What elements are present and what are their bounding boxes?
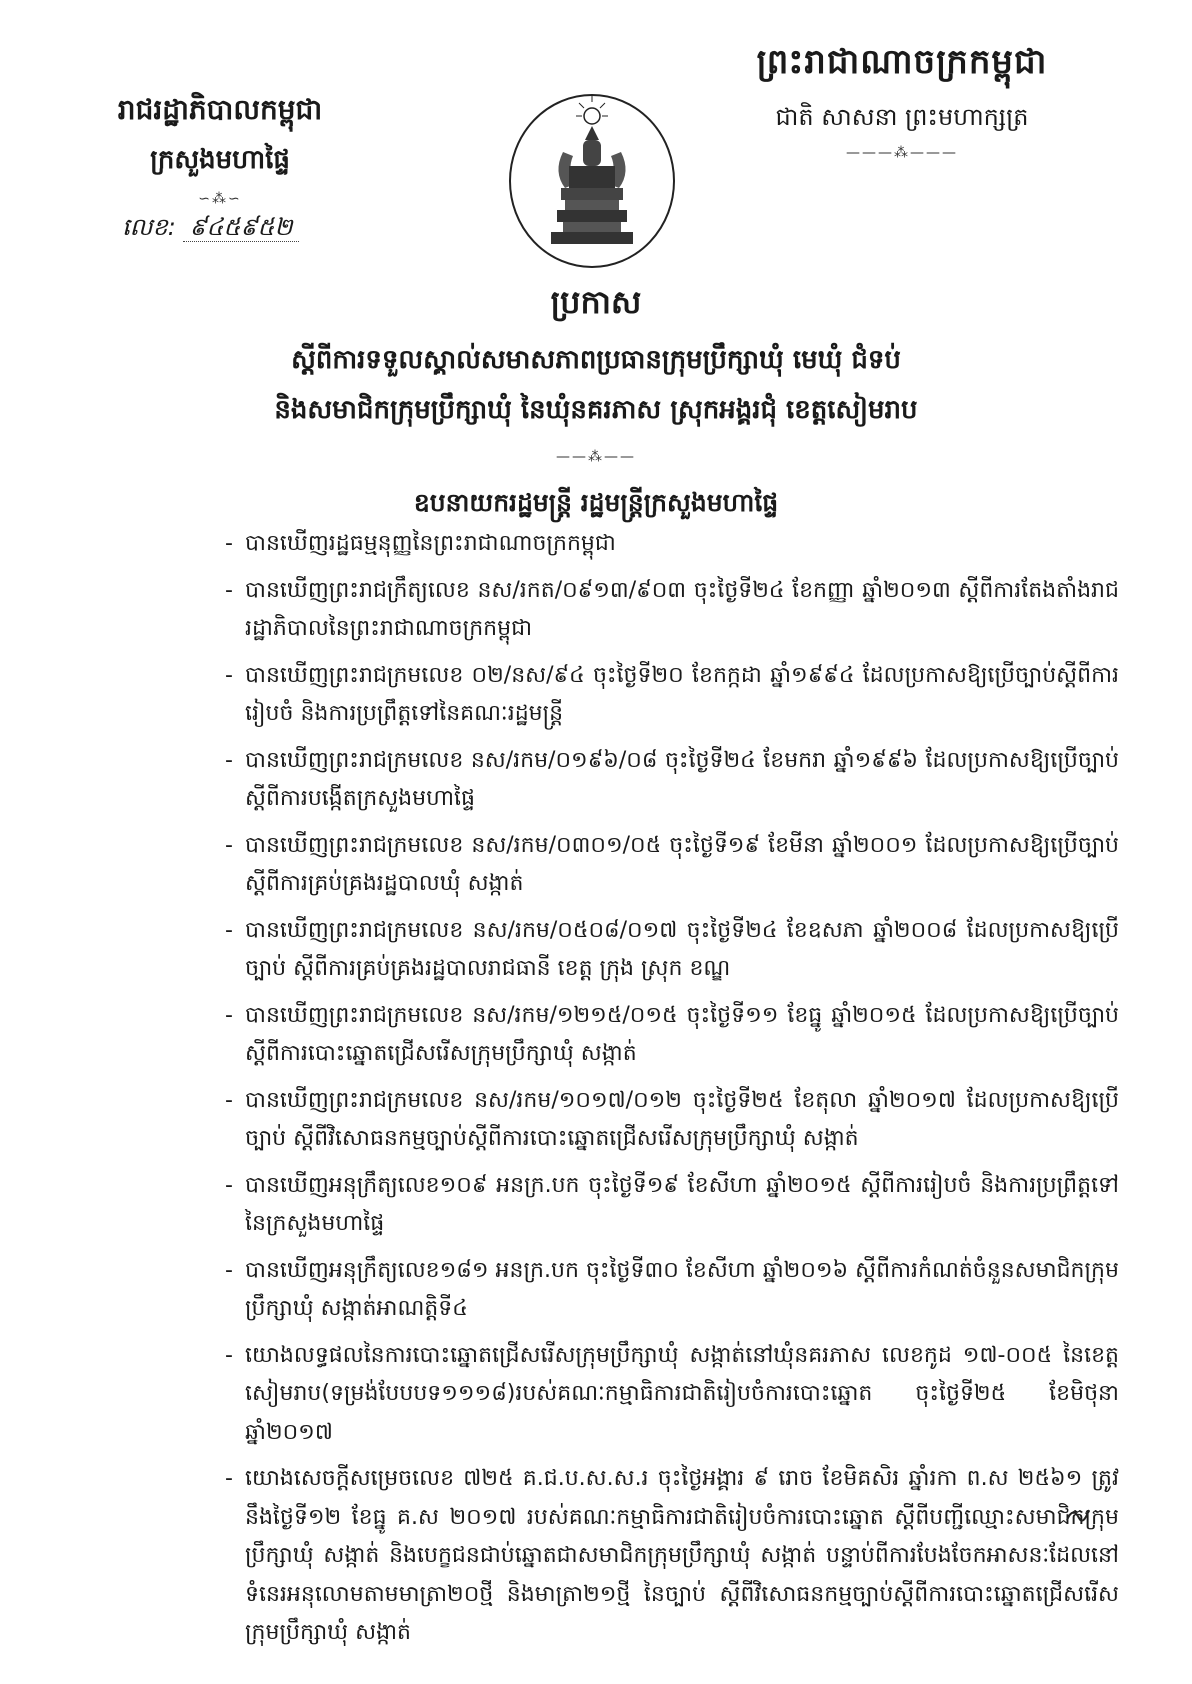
- list-item-text: បានឃើញព្រះរាជក្រមលេខ ០២/នស/៩៤ ចុះថ្ងៃទី២០ ខែកក្កដា ឆ្នាំ១៩៩៤ ដែលប្រកាសឱ្យប្រើច្បាប់ស្តីពីការរៀបចំ និងការប្រព្រឹត្តទៅនៃគណៈរដ្ឋមន្ត្រី: [245, 662, 1119, 726]
- dash-bullet-icon: -: [225, 1342, 233, 1368]
- list-item: [225, 742, 1125, 819]
- dash-bullet-icon: -: [225, 747, 233, 773]
- reference-number: [122, 212, 299, 247]
- list-item: [225, 912, 1125, 989]
- list-item-text: យោងសេចក្តីសម្រេចលេខ ៧២៥ គ.ជ.ប.ស.ស.រ ចុះថ្ងៃអង្គារ ៩ រោច ខែមិគសិរ ឆ្នាំរកា ព.ស ២៥៦១ ត្រូវនឹងថ្ងៃទី១២ ខែធ្នូ គ.ស ២០១៧ របស់គណៈកម្មាធិការជាតិរៀបចំការបោះឆ្នោត ស្តីពីបញ្ជីឈ្មោះសមាជិកក្រុមប្រឹក្សាឃុំ សង្កាត់ និងបេក្ខជនជាប់ឆ្នោតជាសមាជិកក្រុមប្រឹក្សាឃុំ សង្កាត់ បន្ទាប់ពីការបែងចែកអាសនៈដែលនៅទំនេរអនុលោមតាមមាត្រា២០ថ្មី និងមាត្រា២១ថ្មី នៃច្បាប់ ស្តីពីវិសោធនកម្មច្បាប់ស្តីពីការបោះឆ្នោតជ្រើសរើសក្រុមប្រឹក្សាឃុំ សង្កាត់: [245, 1466, 1119, 1645]
- list-item-text: បានឃើញអនុក្រឹត្យលេខ១៨១ អនក្រ.បក ចុះថ្ងៃទី៣០ ខែសីហា ឆ្នាំ២០១៦ ស្តីពីការកំណត់ចំនួនសមាជិកក្រុមប្រឹក្សាឃុំ សង្កាត់អាណត្តិទី៤: [245, 1257, 1119, 1321]
- list-item-text: បានឃើញរដ្ឋធម្មនុញ្ញនៃព្រះរាជាណាចក្រកម្ពុជា: [245, 531, 616, 556]
- ornament-divider-icon: ∽⁂∽: [198, 191, 242, 207]
- kingdom-name: ព្រះរាជាណាចក្រកម្ពុជា: [756, 42, 1048, 82]
- reference-label: លេខ:: [122, 213, 176, 241]
- dash-bullet-icon: -: [225, 1257, 233, 1283]
- dash-bullet-icon: -: [225, 577, 233, 603]
- dash-bullet-icon: -: [225, 917, 233, 943]
- reference-value: ៩៤៥៩៥២: [183, 213, 298, 242]
- title-heading: ប្រកាស: [550, 283, 642, 321]
- ministry-header: [70, 92, 370, 207]
- kingdom-header: [722, 40, 1082, 161]
- title-line-1: ស្តីពីការទទួលស្គាល់សមាសភាពប្រធានក្រុមប្រឹក្សាឃុំ មេឃុំ ជំទប់: [291, 345, 901, 375]
- dash-bullet-icon: -: [225, 1172, 233, 1198]
- dash-bullet-icon: -: [225, 1087, 233, 1113]
- list-item: [225, 1167, 1125, 1244]
- dash-bullet-icon: -: [225, 1466, 233, 1491]
- list-item-text: បានឃើញព្រះរាជក្រមលេខ នស/រកម/១២១៥/០១៥ ចុះថ្ងៃទី១១ ខែធ្នូ ឆ្នាំ២០១៥ ដែលប្រកាសឱ្យប្រើច្បាប់ ស្តីពីការបោះឆ្នោតជ្រើសរើសក្រុមប្រឹក្សាឃុំ សង្កាត់: [245, 1002, 1119, 1066]
- ministry-name: ក្រសួងមហាផ្ទៃ: [150, 145, 290, 175]
- list-item-text: បានឃើញអនុក្រឹត្យលេខ១០៩ អនក្រ.បក ចុះថ្ងៃទី១៩ ខែសីហា ឆ្នាំ២០១៥ ស្តីពីការរៀបចំ និងការប្រព្រឹត្តទៅនៃក្រសួងមហាផ្ទៃ: [245, 1172, 1119, 1236]
- list-item: [225, 827, 1125, 904]
- list-item-text: បានឃើញព្រះរាជក្រមលេខ នស/រកម/១០១៧/០១២ ចុះថ្ងៃទី២៥ ខែតុលា ឆ្នាំ២០១៧ ដែលប្រកាសឱ្យប្រើច្បាប់ ស្តីពីវិសោធនកម្មច្បាប់ស្តីពីការបោះឆ្នោតជ្រើសរើសក្រុមប្រឹក្សាឃុំ សង្កាត់: [245, 1087, 1119, 1151]
- ornament-divider-icon: ——⁂——: [556, 449, 636, 465]
- national-motto: ជាតិ សាសនា ព្រះមហាក្សត្រ: [775, 103, 1029, 131]
- dash-bullet-icon: -: [225, 662, 233, 688]
- initial-mark-icon: [1063, 1500, 1093, 1530]
- title-line-2: និងសមាជិកក្រុមប្រឹក្សាឃុំ នៃឃុំនគរភាស ស្រុកអង្គរជុំ ខេត្តសៀមរាប: [274, 395, 918, 425]
- list-item: [225, 997, 1125, 1074]
- list-item-text: បានឃើញព្រះរាជក្រមលេខ នស/រកម/០៣០១/០៥ ចុះថ្ងៃទី១៩ ខែមីនា ឆ្នាំ២០០១ ដែលប្រកាសឱ្យប្រើច្បាប់ ស្តីពីការគ្រប់គ្រងរដ្ឋបាលឃុំ សង្កាត់: [245, 832, 1119, 896]
- dash-bullet-icon: -: [225, 531, 233, 556]
- list-item-text: បានឃើញព្រះរាជក្រមលេខ នស/រកម/០១៩៦/០៨ ចុះថ្ងៃទី២៤ ខែមករា ឆ្នាំ១៩៩៦ ដែលប្រកាសឱ្យប្រើច្បាប់ ស្តីពីការបង្កើតក្រសួងមហាផ្ទៃ: [245, 747, 1119, 811]
- dash-bullet-icon: -: [225, 1002, 233, 1028]
- list-item: [225, 1082, 1125, 1159]
- list-item: [225, 1460, 1125, 1653]
- ornament-divider-icon: ———⁂———: [846, 145, 958, 161]
- issuing-authority: ឧបនាយករដ្ឋមន្ត្រី រដ្ឋមន្ត្រីក្រសួងមហាផ្ទៃ: [413, 488, 779, 517]
- list-item-text: បានឃើញព្រះរាជក្រមលេខ នស/រកម/០៥០៨/០១៧ ចុះថ្ងៃទី២៤ ខែឧសភា ឆ្នាំ២០០៨ ដែលប្រកាសឱ្យប្រើច្បាប់ ស្តីពីការគ្រប់គ្រងរដ្ឋបាលរាជធានី ខេត្ត ក្រុង ស្រុក ខណ្ឌ: [245, 917, 1119, 981]
- list-item-text: បានឃើញព្រះរាជក្រឹត្យលេខ នស/រកត/០៩១៣/៩០៣ ចុះថ្ងៃទី២៤ ខែកញ្ញា ឆ្នាំ២០១៣ ស្តីពីការតែងតាំងរាជរដ្ឋាភិបាលនៃព្រះរាជាណាចក្រកម្ពុជា: [245, 577, 1119, 641]
- document-title: [0, 282, 1192, 465]
- list-item-text: យោងលទ្ធផលនៃការបោះឆ្នោតជ្រើសរើសក្រុមប្រឹក្សាឃុំ សង្កាត់នៅឃុំនគរភាស លេខកូដ ១៧-០០៥ នៃខេត្តសៀមរាប(ទម្រង់បែបបទ១១១៨)របស់គណៈកម្មាធិការជាតិរៀបចំការបោះឆ្នោត ចុះថ្ងៃទី២៥ ខែមិថុនា ឆ្នាំ២០១៧: [245, 1342, 1119, 1445]
- list-item: [225, 1337, 1125, 1453]
- list-item: [225, 657, 1125, 734]
- dash-bullet-icon: -: [225, 832, 233, 858]
- royal-emblem-icon: [503, 92, 681, 270]
- considerations-list: [225, 525, 1125, 1661]
- list-item: [225, 572, 1125, 649]
- list-item: [225, 525, 1125, 564]
- list-item: [225, 1252, 1125, 1329]
- government-name: រាជរដ្ឋាភិបាលកម្ពុជា: [117, 93, 323, 126]
